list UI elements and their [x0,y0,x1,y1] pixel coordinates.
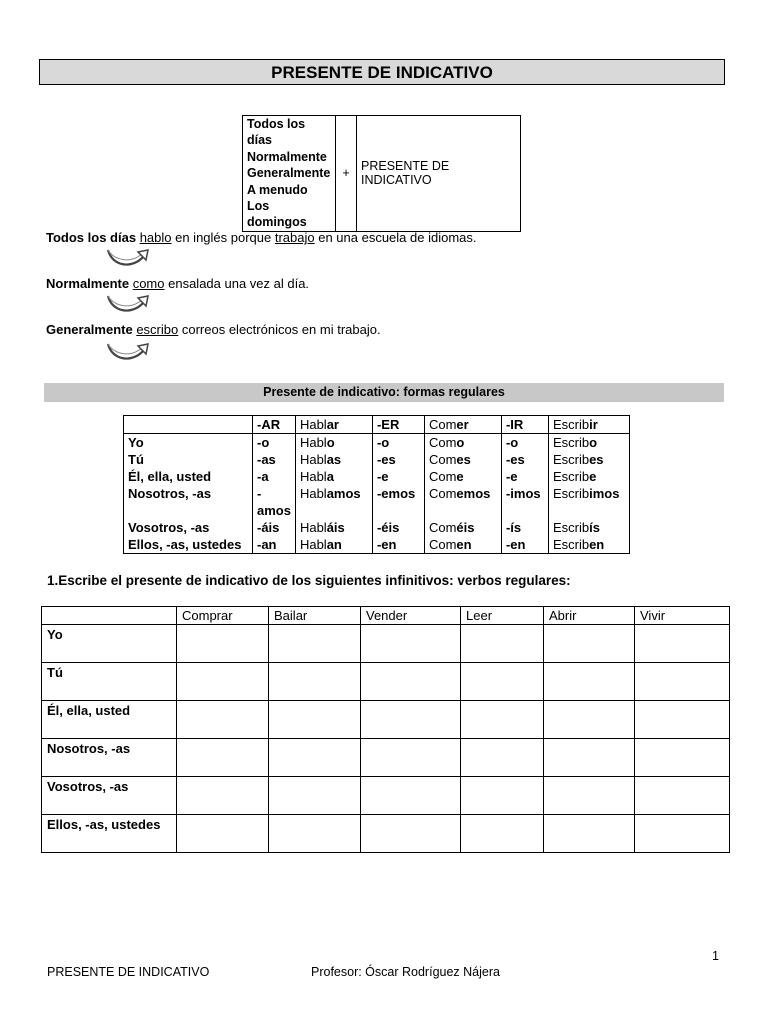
sentence-text: en una escuela de idiomas. [314,230,477,245]
plus-sign: + [336,116,357,232]
sentence-verb: trabajo [274,230,315,245]
answer-cell[interactable] [177,777,269,815]
sentence-verb: escribo [136,322,179,337]
answer-cell[interactable] [269,815,361,853]
ending-cell: -ís [501,519,548,536]
pronoun-cell: Tú [124,451,253,468]
adverb-item: Generalmente [247,166,331,181]
verb-ending: er [480,608,493,623]
verb-ending: ar [326,417,339,432]
answer-cell[interactable] [544,739,635,777]
table-row [42,663,730,701]
verb-ending: an [326,537,342,552]
verb-cell [548,519,629,536]
header-cell [361,607,461,625]
ending-cell: -o [253,434,296,452]
verb-ending: áis [326,520,345,535]
verb-stem: Abr [549,608,570,623]
ending-cell: -amos [253,485,296,519]
verb-ending: emos [456,486,491,501]
verb-ending: en [456,537,472,552]
verb-ending: o [326,435,335,450]
verb-ending: o [456,435,465,450]
verb-cell [295,485,372,519]
header-cell [548,416,629,434]
answer-cell[interactable] [269,739,361,777]
page-number: 1 [712,949,719,963]
sentence-adverb: Todos los días [46,230,137,245]
answer-cell[interactable] [269,625,361,663]
table-row [124,519,630,536]
verb-cell [548,536,629,554]
pronoun-cell: Nosotros, -as [42,739,177,777]
footer-author: Profesor: Óscar Rodríguez Nájera [311,965,500,979]
adverb-item: Los domingos [247,199,307,230]
ending-cell: -imos [501,485,548,519]
answer-cell[interactable] [461,815,544,853]
verb-cell [424,451,501,468]
ending-cell: -as [253,451,296,468]
verb-ending: ís [589,520,600,535]
answer-cell[interactable] [269,663,361,701]
table-row [124,468,630,485]
verb-ending: er [395,608,408,623]
pronoun-cell: Yo [124,434,253,452]
verb-stem: Escrib [552,435,590,450]
verb-stem: Escrib [552,469,590,484]
answer-cell[interactable] [177,625,269,663]
sentence-text: ensalada una vez al día. [164,276,310,291]
verb-stem: Com [428,486,457,501]
verb-cell [548,451,629,468]
answer-cell[interactable] [269,701,361,739]
curved-arrow-icon [106,292,154,316]
verb-ending: es [589,452,604,467]
verb-ending: amos [326,486,361,501]
answer-cell[interactable] [635,777,730,815]
verb-stem: Escrib [552,520,590,535]
curved-arrow-icon [106,246,154,270]
verb-cell [295,451,372,468]
header-cell [295,416,372,434]
adverb-item: A menudo [247,182,308,197]
answer-cell[interactable] [461,701,544,739]
verb-stem: Habl [299,520,327,535]
verb-ending: en [589,537,605,552]
answer-cell[interactable] [361,625,461,663]
ending-cell: -áis [253,519,296,536]
verb-cell [424,434,501,452]
verb-stem: Com [428,537,457,552]
verb-stem: Habl [299,537,327,552]
verb-stem: Bail [274,608,296,623]
answer-cell[interactable] [544,663,635,701]
verb-cell [295,434,372,452]
header-cell: -ER [372,416,424,434]
header-cell: -AR [253,416,296,434]
verb-ending: a [326,469,334,484]
header-cell [177,607,269,625]
table-row [124,536,630,554]
verb-cell [295,519,372,536]
footer-title: PRESENTE DE INDICATIVO [47,965,210,979]
verb-stem: Habl [299,435,327,450]
page-title: PRESENTE DE INDICATIVO [39,59,725,85]
sentence-text: en inglés porque [171,230,275,245]
verb-stem: Compr [182,608,222,623]
pronoun-cell: Ellos, -as, ustedes [124,536,253,554]
answer-cell[interactable] [635,701,730,739]
verb-ending: es [456,452,471,467]
verb-cell [548,485,629,519]
verb-stem: Com [428,417,457,432]
tense-label: PRESENTE DE INDICATIVO [357,116,521,232]
adverb-item: Todos los días [247,117,306,148]
exercise-title: 1.Escribe el presente de indicativo de los siguientes infinitivos: verbos regulares: [47,573,571,588]
pronoun-cell: Tú [42,663,177,701]
header-cell [635,607,730,625]
answer-cell[interactable] [635,625,730,663]
pronoun-cell: Ellos, -as, ustedes [42,815,177,853]
table-row [42,815,730,853]
verb-stem: Escrib [552,537,590,552]
ending-cell: -e [501,468,548,485]
verb-ending: ir [569,608,577,623]
verb-ending: ar [295,608,308,623]
verb-stem: Com [428,469,457,484]
header-cell [269,607,361,625]
example-sentence-2 [46,276,309,291]
answer-cell[interactable] [177,701,269,739]
answer-cell[interactable] [635,663,730,701]
ending-cell: -en [501,536,548,554]
pronoun-cell: Vosotros, -as [124,519,253,536]
table-row [124,485,630,519]
verb-cell [424,536,501,554]
ending-cell: -emos [372,485,424,519]
verb-ending: ir [589,417,598,432]
ending-cell: -a [253,468,296,485]
verb-stem: Com [428,520,457,535]
verb-stem: Escrib [552,452,590,467]
verb-ending: e [589,469,597,484]
answer-cell[interactable] [461,739,544,777]
adverbs-table [242,115,521,232]
verb-ending: éis [456,520,475,535]
answer-cell[interactable] [361,815,461,853]
ending-cell: -es [501,451,548,468]
verb-stem: Com [428,452,457,467]
sentence-adverb: Normalmente [46,276,130,291]
section-heading: Presente de indicativo: formas regulares [44,383,724,402]
verb-stem: Habl [299,469,327,484]
sentence-text: correos electrónicos en mi trabajo. [178,322,381,337]
answer-cell[interactable] [544,701,635,739]
conjugation-table [123,415,630,554]
table-row [42,625,730,663]
verb-stem: Escrib [552,486,590,501]
ending-cell: -o [501,434,548,452]
header-cell [544,607,635,625]
verb-cell [424,485,501,519]
verb-ending: imos [589,486,620,501]
verb-cell [548,434,629,452]
pronoun-cell: Yo [42,625,177,663]
header-cell [124,416,253,434]
verb-stem: Viv [640,608,658,623]
answer-cell[interactable] [544,777,635,815]
answer-cell[interactable] [361,739,461,777]
sentence-adverb: Generalmente [46,322,133,337]
answer-cell[interactable] [361,777,461,815]
exercise-header-row [42,607,730,625]
pronoun-cell: Nosotros, -as [124,485,253,519]
answer-cell[interactable] [361,663,461,701]
table-row [124,434,630,452]
verb-cell [548,468,629,485]
answer-cell[interactable] [544,625,635,663]
ending-cell: -en [372,536,424,554]
header-cell [424,416,501,434]
answer-cell[interactable] [635,815,730,853]
header-cell [461,607,544,625]
sentence-verb: como [132,276,165,291]
ending-cell: -es [372,451,424,468]
adverb-list [243,116,336,232]
answer-cell[interactable] [461,625,544,663]
ending-cell: -e [372,468,424,485]
answer-cell[interactable] [177,663,269,701]
answer-cell[interactable] [544,815,635,853]
ending-cell: -éis [372,519,424,536]
answer-cell[interactable] [269,777,361,815]
verb-stem: Escrib [552,417,590,432]
ending-cell: -an [253,536,296,554]
verb-cell [424,519,501,536]
ending-cell: -o [372,434,424,452]
answer-cell[interactable] [461,663,544,701]
adverb-item: Normalmente [247,149,327,164]
answer-cell[interactable] [635,739,730,777]
verb-stem: Com [428,435,457,450]
table-row [42,701,730,739]
example-sentence-3 [46,322,381,337]
verb-ending: as [326,452,342,467]
verb-stem: Le [466,608,481,623]
table-row [124,451,630,468]
verb-cell [424,468,501,485]
conjugation-header-row [124,416,630,434]
answer-cell[interactable] [177,815,269,853]
verb-ending: o [589,435,598,450]
curved-arrow-icon [106,340,154,364]
answer-cell[interactable] [361,701,461,739]
verb-stem: Habl [299,486,327,501]
sentence-verb: hablo [139,230,172,245]
pronoun-cell: Él, ella, usted [124,468,253,485]
verb-ending: e [456,469,464,484]
verb-stem: Vend [366,608,396,623]
pronoun-cell: Vosotros, -as [42,777,177,815]
pronoun-cell: Él, ella, usted [42,701,177,739]
example-sentence-1 [46,230,477,245]
verb-cell [295,536,372,554]
header-cell: -IR [501,416,548,434]
answer-cell[interactable] [461,777,544,815]
verb-stem: Habl [299,417,327,432]
table-row [42,777,730,815]
table-row [42,739,730,777]
verb-ending: er [456,417,469,432]
answer-cell[interactable] [177,739,269,777]
verb-ending: ar [221,608,233,623]
verb-stem: Habl [299,452,327,467]
verb-cell [295,468,372,485]
header-cell [42,607,177,625]
exercise-table [41,606,730,853]
verb-ending: ir [657,608,666,623]
